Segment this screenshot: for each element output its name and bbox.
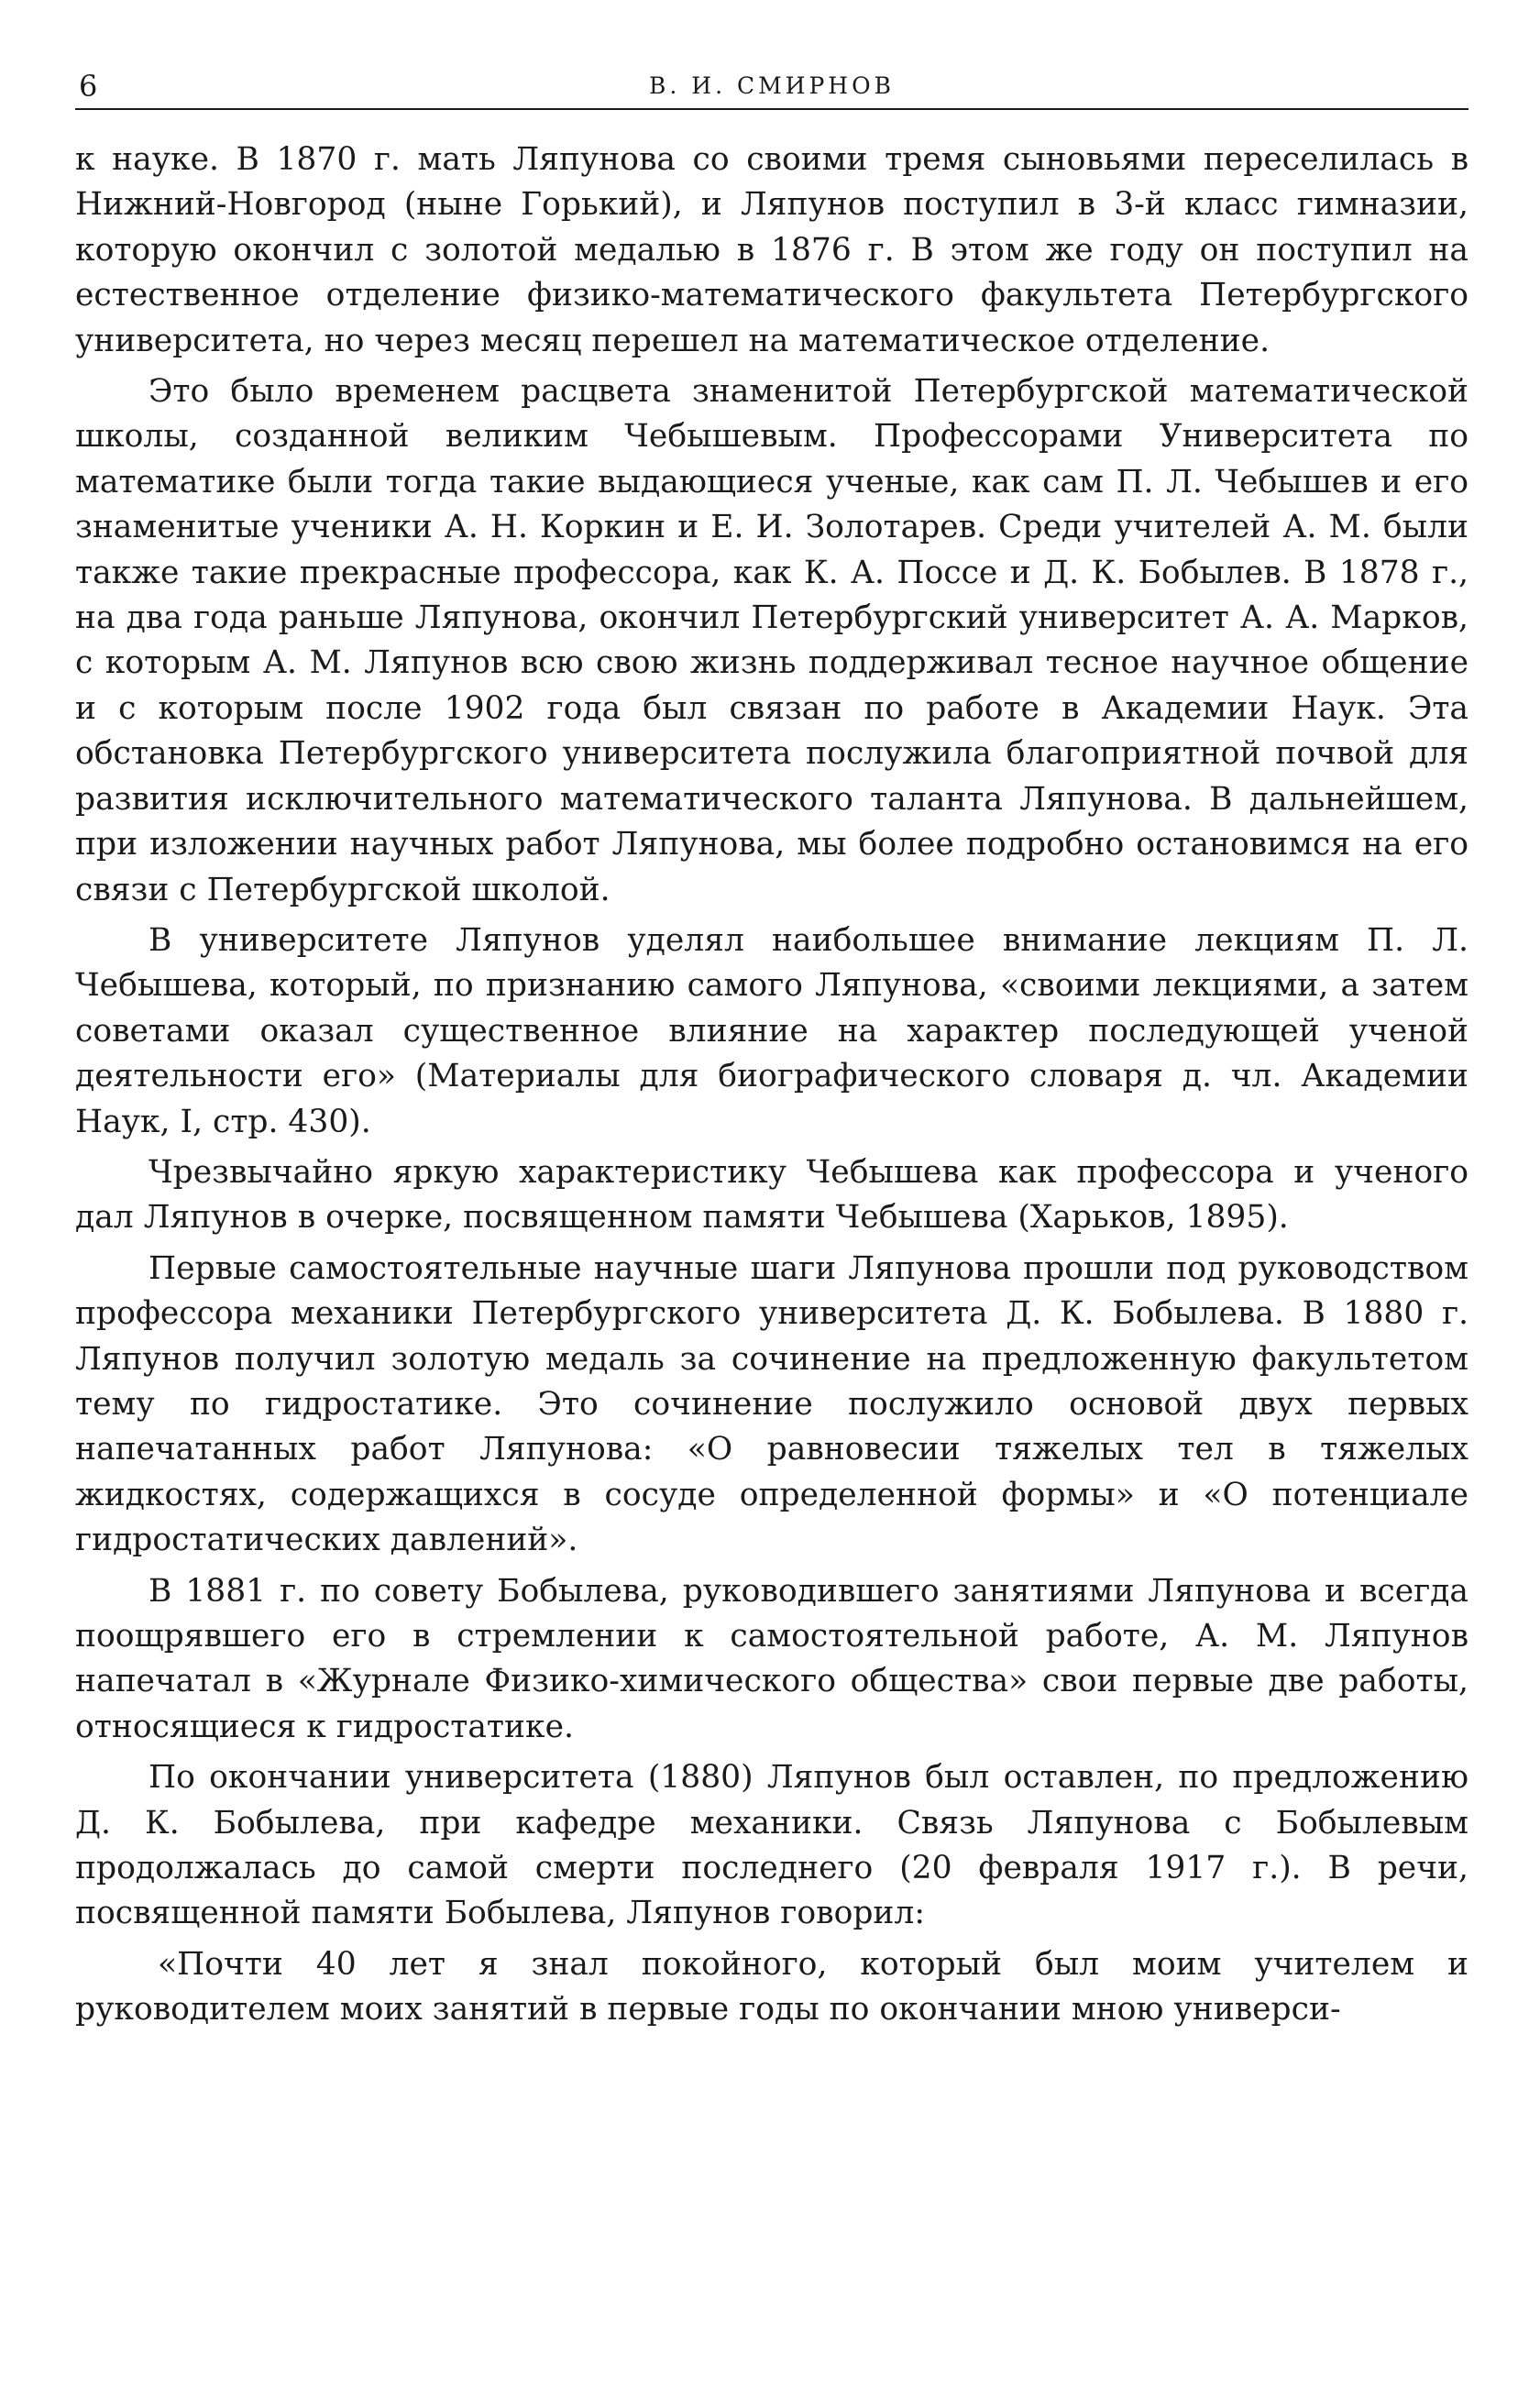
book-page [75,55,1468,2039]
header-rule [75,108,1468,110]
body-text [75,137,1468,2033]
paragraph-continued: к науке. В 1870 г. мать Ляпунова со своими тремя сыновьями переселилась в Нижний-Новгород (ныне Горький), и Ляпунов поступил в 3-й класс гимназии, которую окончил с золотой медалью в 1876 г. В этом же году он поступил на естественное отделение физико-математического факультета Петербургского университета, но через месяц перешел на математическое отделение. [75,141,1468,359]
running-title: В. И. СМИРНОВ [649,72,895,99]
paragraph-bobylev: По окончании университета (1880) Ляпунов был оставлен, по предложению Д. К. Бобылева, при кафедре механики. Связь Ляпунова с Бобылевым продолжалась до самой смерти последнего (20 февраля 1917 г.). В речи, посвященной памяти Бобылева, Ляпунов говорил: [75,1759,1468,1932]
paragraph-chebyshev-school: Это было временем расцвета знаменитой Петербургской математической школы, созданной великим Чебышевым. Профессорами Университета по математике были тогда такие выдающиеся ученые, как сам П. Л. Чебышев и его знаменитые ученики А. Н. Коркин и Е. И. Золотарев. Среди учителей А. М. были также такие прекрасные профессора, как К. А. Поссе и Д. К. Бобылев. В 1878 г., на два года раньше Ляпунова, окончил Петербургский университет А. А. Марков, с которым А. М. Ляпунов всю свою жизнь поддерживал тесное научное общение и с которым после 1902 года был связан по работе в Академии Наук. Эта обстановка Петербургского университета послужила благоприятной почвой для развития исключительного математического таланта Ляпунова. В дальнейшем, при изложении научных работ Ляпунова, мы более подробно остановимся на его связи с Петербургской школой. [75,373,1468,908]
paragraph-quote: «Почти 40 лет я знал покойного, который был моим учителем и руководителем моих занятий в первые годы по окончании мною универси- [75,1945,1468,2029]
paragraph-university-lectures: В университете Ляпунов уделял наибольшее внимание лекциям П. Л. Чебышева, который, по признанию самого Ляпунова, «своими лекциями, а затем советами оказал существенное влияние на характер последующей ученой деятельности его» (Материалы для биографического словаря д. чл. Академии Наук, I, стр. 430). [75,921,1468,1140]
page-number: 6 [79,69,98,104]
paragraph-first-steps: Первые самостоятельные научные шаги Ляпунова прошли под руководством профессора механики Петербургского университета Д. К. Бобылева. В 1880 г. Ляпунов получил золотую медаль за сочинение на предложенную факультетом тему по гидростатике. Это сочинение послужило основой двух первых напечатанных работ Ляпунова: «О равновесии тяжелых тел в тяжелых жидкостях, содержащихся в сосуде определенной формы» и «О потенциале гидростатических давлений». [75,1249,1468,1559]
paragraph-1881: В 1881 г. по совету Бобылева, руководившего занятиями Ляпунова и всегда поощрявшего его в стремлении к самостоятельной работе, А. М. Ляпунов напечатал в «Журнале Физико-химического общества» свои первые две работы, относящиеся к гидростатике. [75,1572,1468,1745]
paragraph-characteristic: Чрезвычайно яркую характеристику Чебышева как профессора и ученого дал Ляпунов в очерке, посвященном памяти Чебышева (Харьков, 1895). [75,1153,1468,1237]
running-head [75,55,1468,108]
